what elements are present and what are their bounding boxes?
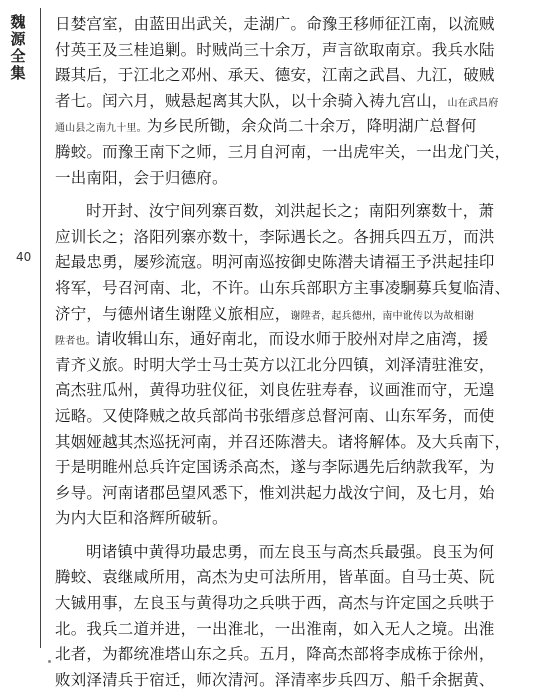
text-line <box>55 617 539 643</box>
annotation-note: 陞者也。 <box>55 336 96 348</box>
text-segment: 者七。闰六月，贼悬起离其大队，以十余骑入祷九宫山， <box>55 91 448 110</box>
text-segment: 高杰驻瓜州，黄得功驻仪征，刘良佐驻寿春，议画淮而守，无遑 <box>55 381 495 400</box>
paragraph <box>55 540 539 693</box>
text-segment: 北。我兵二道并进，一出淮北，一出淮南，如入无人之境。出淮 <box>55 619 495 638</box>
text-line <box>55 642 539 668</box>
margin-mark <box>48 660 51 663</box>
text-segment: 起最忠勇，屡殄流寇。明河南巡按御史陈潜夫请福王予洪起挂印 <box>55 253 495 272</box>
text-segment: 为乡民所锄，余众尚二十余万，降明湖广总督何 <box>146 117 477 136</box>
text-segment: 明诸镇中黄得功最忠勇，而左良玉与高杰兵最强。良玉为何 <box>86 542 495 561</box>
text-segment: 时开封、汝宁间列寨百数，刘洪起长之；南阳列寨数十，萧 <box>86 202 495 221</box>
text-segment: 其姻娅越其杰巡抚河南，并召还陈潜夫。诸将解体。及大兵南下， <box>55 432 511 451</box>
margin-rule <box>40 8 41 648</box>
text-segment: 败刘泽清兵于宿迁，师次清河。泽清率步兵四万、船千余据黄、 <box>55 670 495 689</box>
text-line <box>55 455 539 481</box>
page-number: 40 <box>16 250 32 264</box>
text-line <box>55 276 539 302</box>
annotation-note: 通山县之南九十里。 <box>55 123 147 135</box>
text-segment: 济宁，与德州诸生谢陞义旅相应， <box>55 304 291 323</box>
text-segment: 应训长之；洛阳列寨亦数十，李际遇长之。各拥兵四五万，而洪 <box>55 227 495 246</box>
text-segment: 北者，为都统准塔山东之兵。五月，降高杰部将李成栋于徐州， <box>55 645 495 664</box>
text-line <box>55 63 539 89</box>
text-line <box>55 225 539 251</box>
text-line <box>55 506 539 532</box>
text-line <box>55 327 539 353</box>
text-line <box>55 378 539 404</box>
text-line <box>55 481 539 507</box>
text-line <box>55 565 539 591</box>
text-segment: 腾蛟、袁继咸所用，高杰为史可法所用，皆革面。自马士英、阮 <box>55 568 495 587</box>
text-line <box>55 140 539 166</box>
text-segment: 远略。又使降贼之故兵部尚书张缙彦总督河南、山东军务，而使 <box>55 406 495 425</box>
text-segment: 日婪宫室，由蓝田出武关，走湖广。命豫王移师征江南，以流贼 <box>55 15 495 33</box>
text-line <box>55 302 539 328</box>
paragraph <box>55 12 539 191</box>
text-line <box>55 89 539 115</box>
text-segment: 付英王及三桂追剿。时贼尚三十余万，声言欲取南京。我兵水陆 <box>55 40 495 59</box>
paragraph <box>55 199 539 532</box>
annotation-note: 谢陞者，起兵德州，南中讹传以为故相谢 <box>290 310 475 322</box>
text-segment: 青齐义旅。时明大学士马士英方以江北分四镇，刘泽清驻淮安， <box>55 355 495 374</box>
book-title: 魏源全集 <box>10 13 26 82</box>
text-line <box>55 404 539 430</box>
text-line <box>55 668 539 693</box>
text-line <box>55 114 539 140</box>
text-line <box>55 430 539 456</box>
text-segment: 大铖用事，左良玉与黄得功之兵哄于西，高杰与许定国之兵哄于 <box>55 594 495 613</box>
text-line <box>55 353 539 379</box>
text-segment: 蹑其后，于江北之邓州、承天、德安，江南之武昌、九江，破贼 <box>55 66 495 85</box>
text-line <box>55 540 539 566</box>
text-segment: 为内大臣和洛辉所破斩。 <box>55 509 228 528</box>
text-line <box>55 199 539 225</box>
text-line <box>55 250 539 276</box>
text-line <box>55 12 539 38</box>
text-segment: 将军，号召河南、北，不许。山东兵部职方主事凌駉募兵复临清、 <box>55 278 511 297</box>
body-text <box>55 12 539 693</box>
text-line <box>55 38 539 64</box>
text-segment: 于是明睢州总兵许定国诱杀高杰，遂与李际遇先后纳款我军，为 <box>55 458 495 477</box>
text-line <box>55 591 539 617</box>
annotation-note: 山在武昌府 <box>447 97 499 109</box>
text-line <box>55 166 539 192</box>
text-segment: 乡导。河南诸郡邑望风悉下，惟刘洪起力战汝宁间，及七月，始 <box>55 483 495 502</box>
text-segment: 一出南阳，会于归德府。 <box>55 168 228 187</box>
text-segment: 腾蛟。而豫王南下之师，三月自河南，一出虎牢关，一出龙门关， <box>55 142 511 161</box>
text-segment: 请收辑山东，通好南北，而设水师于胶州对岸之庙湾，援 <box>95 330 489 349</box>
